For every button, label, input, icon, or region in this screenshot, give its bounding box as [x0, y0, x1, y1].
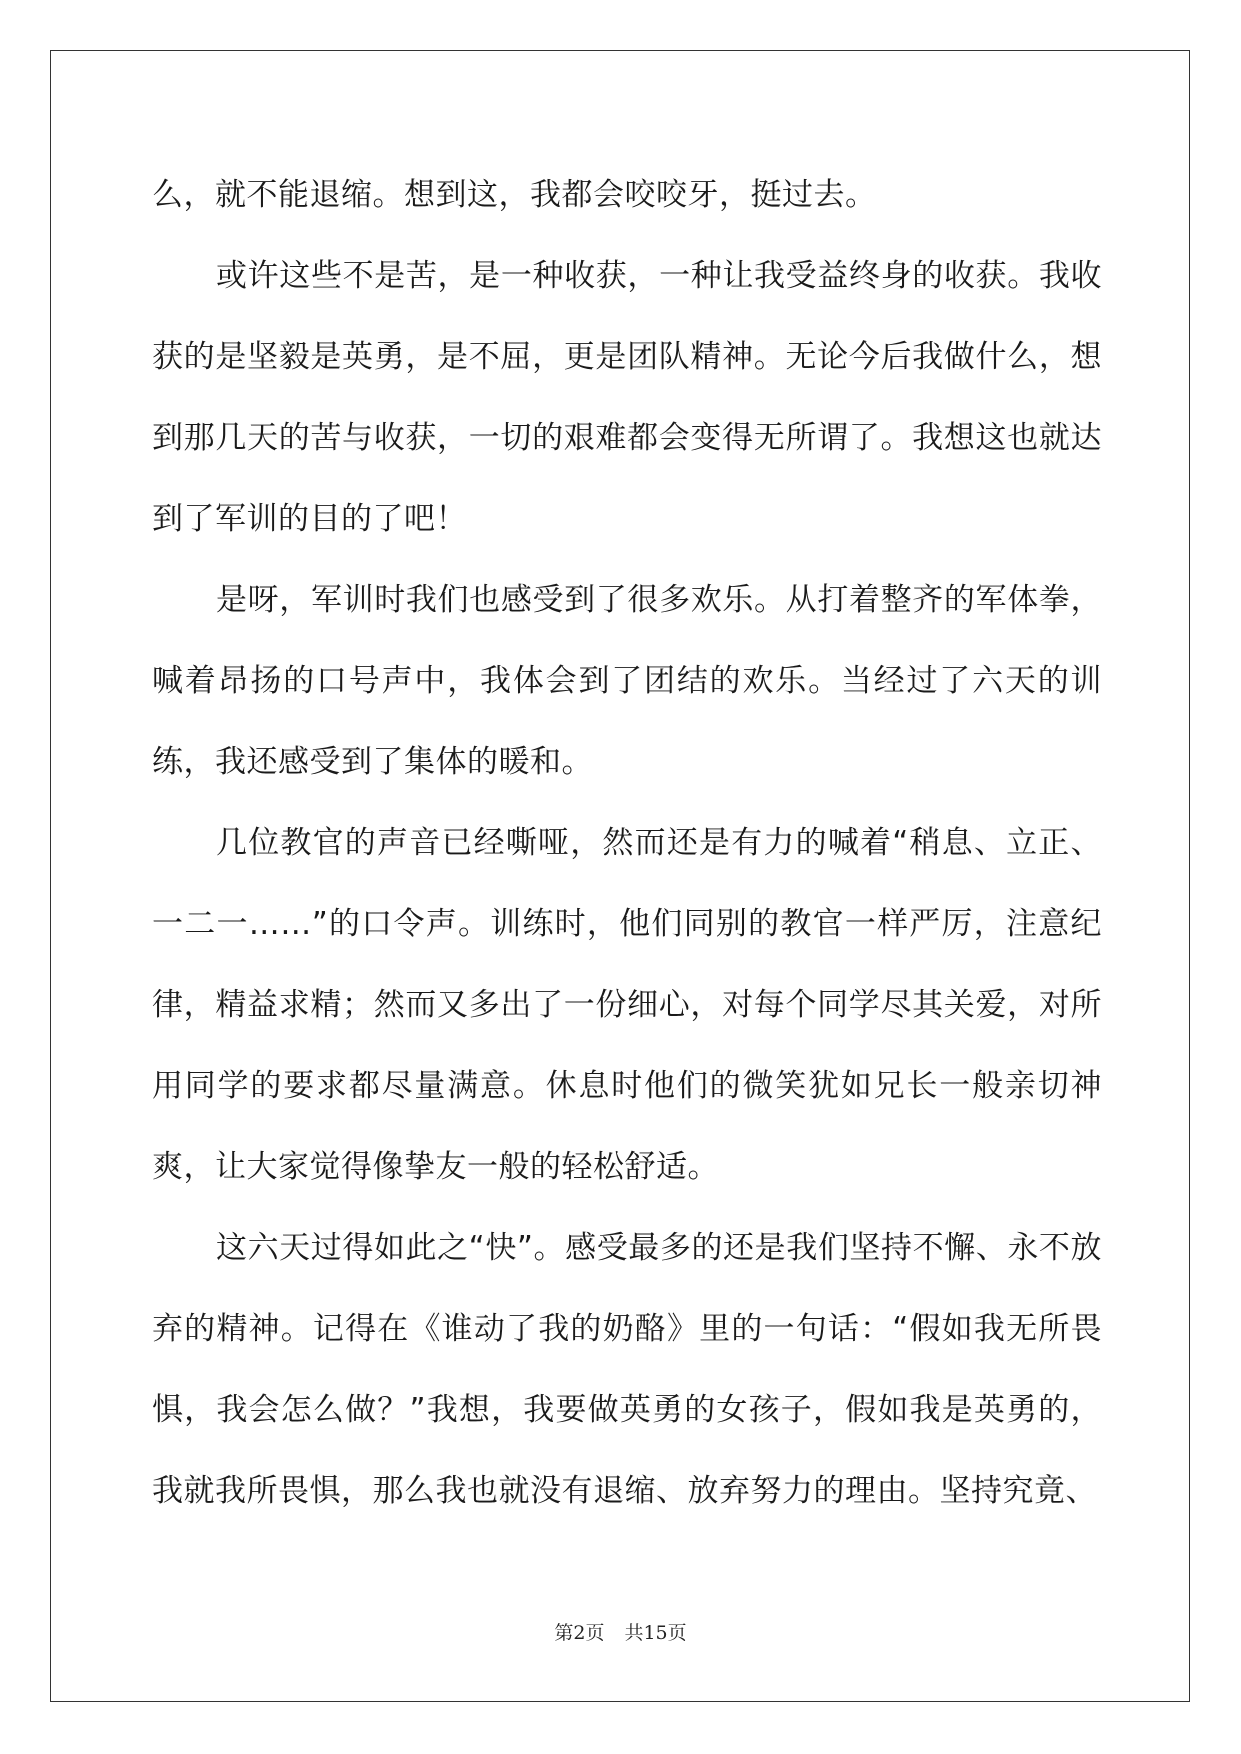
paragraph-1: 么，就不能退缩。想到这，我都会咬咬牙，挺过去。 [152, 177, 877, 213]
paragraph-2: 或许这些不是苦，是一种收获，一种让我受益终身的收获。我收获的是坚毅是英勇，是不屈，更是团队精神。无论今后我做什么，想到那几天的苦与收获，一切的艰难都会变得无所谓了。我想这也就达到了军训的目的了吧！ [152, 258, 1102, 537]
page-total: 共15页 [624, 1622, 687, 1644]
page-number: 第2页 [554, 1622, 605, 1644]
page-footer [0, 1618, 1241, 1645]
document-body [152, 155, 1102, 1532]
paragraph-3: 是呀，军训时我们也感受到了很多欢乐。从打着整齐的军体拳，喊着昂扬的口号声中，我体会到了团结的欢乐。当经过了六天的训练，我还感受到了集体的暖和。 [152, 582, 1102, 780]
paragraph-4: 几位教官的声音已经嘶哑，然而还是有力的喊着“稍息、立正、一二一……”的口令声。训练时，他们同别的教官一样严厉，注意纪律，精益求精；然而又多出了一份细心，对每个同学尽其关爱，对所用同学的要求都尽量满意。休息时他们的微笑犹如兄长一般亲切神爽，让大家觉得像挚友一般的轻松舒适。 [152, 825, 1102, 1185]
paragraph-5: 这六天过得如此之“快”。感受最多的还是我们坚持不懈、永不放弃的精神。记得在《谁动了我的奶酪》里的一句话：“假如我无所畏惧，我会怎么做？”我想，我要做英勇的女孩子，假如我是英勇的，我就我所畏惧，那么我也就没有退缩、放弃努力的理由。坚持究竟、 [152, 1230, 1102, 1509]
